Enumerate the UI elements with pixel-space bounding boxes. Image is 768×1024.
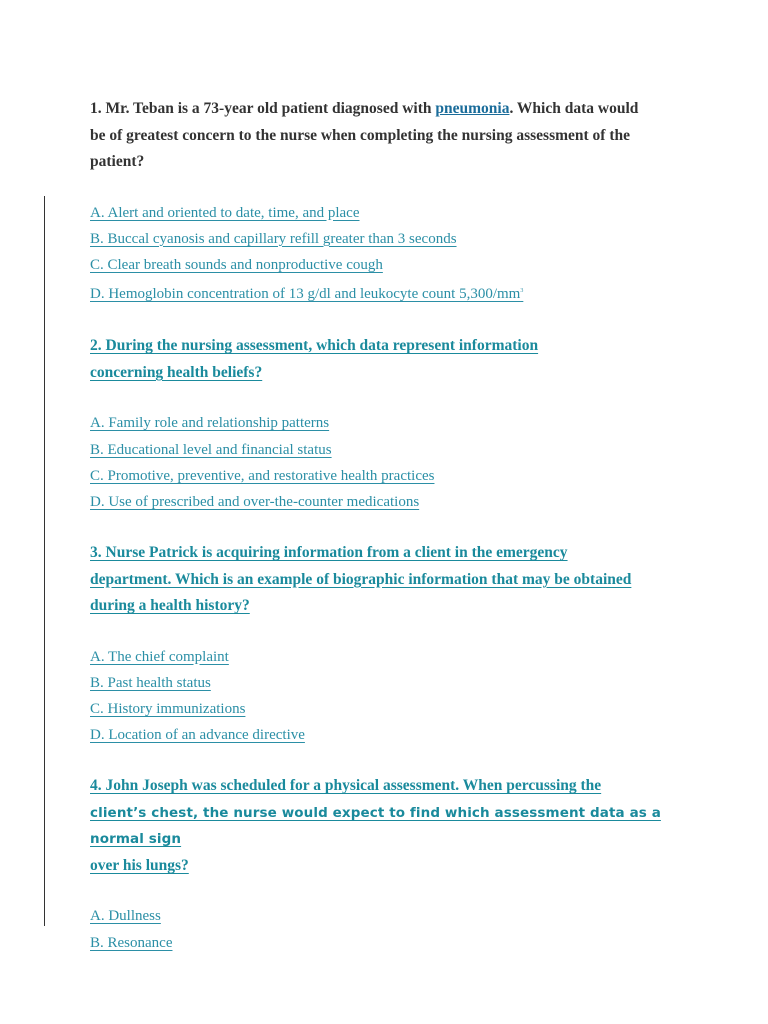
option-d-superscript: 3 — [520, 288, 524, 295]
question-4 — [90, 773, 690, 955]
question-2-option-b — [90, 437, 690, 463]
question-4-stem — [90, 773, 690, 879]
question-3-stem — [90, 540, 690, 620]
option-link[interactable]: A. Dullness — [90, 908, 161, 925]
question-1-options — [90, 200, 690, 308]
question-4-option-a — [90, 903, 690, 929]
question-2-stem-line-1[interactable]: 2. During the nursing assessment, which data represent information — [90, 337, 539, 355]
question-3-option-a — [90, 644, 690, 670]
question-2-option-a — [90, 410, 690, 436]
question-1-option-c — [90, 252, 690, 278]
option-link[interactable]: C. Promotive, preventive, and restorative health practices — [90, 467, 435, 484]
question-1-stem-prefix: 1. Mr. Teban is a 73-year old patient diagnosed with — [90, 100, 436, 117]
option-d-text: D. Hemoglobin concentration of 13 g/dl and leukocyte count 5,300/mm — [90, 286, 521, 303]
question-3-stem-line-2[interactable]: department. Which is an example of biographic information that may be obtained — [90, 570, 632, 588]
question-3-stem-line-1[interactable]: 3. Nurse Patrick is acquiring information from a client in the emergency — [90, 544, 568, 562]
question-3-stem-line-3[interactable]: during a health history? — [90, 597, 250, 615]
question-1-option-b — [90, 226, 690, 252]
option-link[interactable]: A. Family role and relationship patterns — [90, 415, 330, 432]
question-1-stem-suffix: . Which data would — [509, 100, 639, 117]
option-link[interactable]: C. Clear breath sounds and nonproductive cough — [90, 256, 383, 273]
option-link[interactable]: A. The chief complaint — [90, 648, 229, 665]
question-1 — [90, 96, 690, 307]
question-3-option-d — [90, 722, 690, 748]
question-1-option-d — [90, 278, 690, 307]
question-3 — [90, 540, 690, 748]
question-4-option-b — [90, 930, 690, 956]
question-2-stem — [90, 333, 690, 386]
question-2 — [90, 333, 690, 515]
question-3-option-b — [90, 670, 690, 696]
option-link[interactable]: B. Past health status — [90, 674, 211, 691]
question-2-option-c — [90, 463, 690, 489]
option-link[interactable]: A. Alert and oriented to date, time, and place — [90, 204, 360, 221]
question-1-option-a — [90, 200, 690, 226]
question-2-option-d — [90, 489, 690, 515]
option-link[interactable]: D. Location of an advance directive — [90, 727, 305, 744]
option-link[interactable] — [90, 286, 523, 302]
option-link[interactable]: B. Educational level and financial status — [90, 441, 332, 458]
question-2-stem-line-2[interactable]: concerning health beliefs? — [90, 363, 263, 381]
question-3-option-c — [90, 696, 690, 722]
question-4-stem-line-2[interactable]: client’s chest, the nurse would expect to find which assessment data as a normal sign — [90, 804, 661, 848]
question-4-options — [90, 903, 690, 955]
margin-rule — [44, 196, 45, 926]
option-link[interactable]: B. Resonance — [90, 934, 173, 951]
option-link[interactable]: D. Use of prescribed and over-the-counter medications — [90, 493, 420, 510]
question-4-stem-line-1[interactable]: 4. John Joseph was scheduled for a physical assessment. When percussing the — [90, 777, 602, 795]
question-4-stem-line-3[interactable]: over his lungs? — [90, 856, 189, 874]
option-link[interactable]: C. History immunizations — [90, 701, 246, 718]
question-1-stem — [90, 96, 690, 176]
question-2-options — [90, 410, 690, 515]
question-1-stem-line-3: patient? — [90, 153, 145, 170]
option-link[interactable]: B. Buccal cyanosis and capillary refill greater than 3 seconds — [90, 230, 457, 247]
question-1-stem-line-2: be of greatest concern to the nurse when completing the nursing assessment of the — [90, 126, 631, 144]
document-page — [90, 96, 690, 956]
pneumonia-link[interactable]: pneumonia — [435, 100, 510, 117]
question-3-options — [90, 644, 690, 749]
